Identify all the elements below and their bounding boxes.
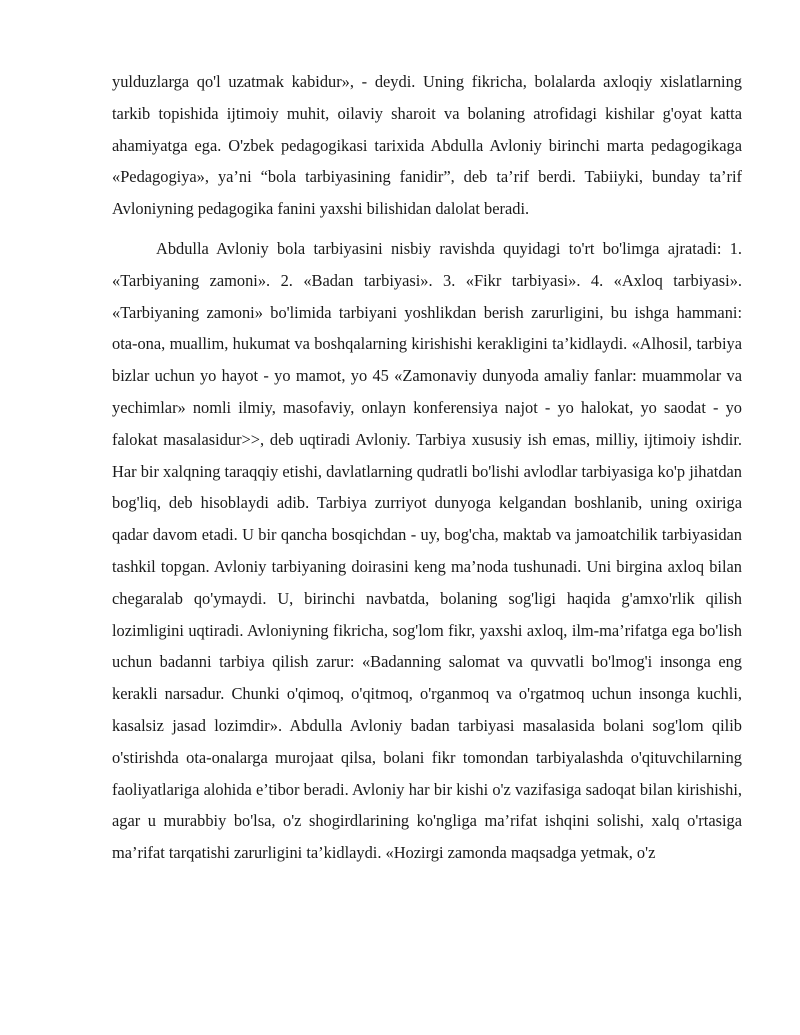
paragraph: yulduzlarga qo'l uzatmak kabidur», - deydi. Uning fikricha, bolalarda axloqiy xislatlarning tarkib topishida ijtimoiy muhit, oilaviy sharoit va bolaning atrofidagi kishilar g'oyat katta ahamiyatga ega. O'zbek pedagogikasi tarixida Abdulla Avloniy birinchi marta pedagogikaga «Pedagogiya», ya’ni “bola tarbiyasining fanidir”, deb ta’rif berdi. Tabiiyki, bunday ta’rif Avloniyning pedagogika fanini yaxshi bilishidan dalolat beradi. — [112, 72, 742, 219]
paragraph: Abdulla Avloniy bola tarbiyasini nisbiy ravishda quyidagi to'rt bo'limga ajratadi: 1. «Tarbiyaning zamoni». 2. «Badan tarbiyasi». 3. «Fikr tarbiyasi». 4. «Axloq tarbiyasi». «Tarbiyaning zamoni» bo'limida tarbiyani yoshlikdan berish zarurligini, bu ishga hammani: ota-ona, muallim, hukumat va boshqalarning kirishishi kerakligini ta’kidlaydi. «Alhosil, tarbiya bizlar uchun yo hayot - yo mamot, yo 45 «Zamonaviy dunyoda amaliy fanlar: muammolar va yechimlar» nomli ilmiy, masofaviy, onlayn konferensiya najot - yo halokat, yo saodat - yo falokat masalasidur>>, deb uqtiradi Avloniy. Tarbiya xususiy ish emas, milliy, ijtimoiy ishdir. Har bir xalqning taraqqiy etishi, davlatlarning qudratli bo'lishi avlodlar tarbiyasiga ko'p jihatdan bog'liq, deb hisoblaydi adib. Tarbiya zurriyot dunyoga kelgandan boshlanib, uning oxiriga qadar davom etadi. U bir qancha bosqichdan - uy, bog'cha, maktab va jamoatchilik tarbiyasidan tashkil topgan. Avloniy tarbiyaning doirasini keng ma’noda tushunadi. Uni birgina axloq bilan chegaralab qo'ymaydi. U, birinchi navbatda, bolaning sog'ligi haqida g'amxo'rlik qilish lozimligini uqtiradi. Avloniyning fikricha, sog'lom fikr, yaxshi axloq, ilm-ma’rifatga ega bo'lish uchun badanni tarbiya qilish zarur: «Badanning salomat va quvvatli bo'lmog'i insonga eng kerakli narsadur. Chunki o'qimoq, o'qitmoq, o'rganmoq va o'rgatmoq uchun insonga kuchli, kasalsiz jasad lozimdir». Abdulla Avloniy badan tarbiyasi masalasida bolani sog'lom qilib o'stirishda ota-onalarga murojaat qilsa, bolani fikr tomondan tarbiyalashda o'qituvchilarning faoliyatlariga alohida e’tibor beradi. Avloniy har bir kishi o'z vazifasiga sadoqat bilan kirishishi, agar u murabbiy bo'lsa, o'z shogirdlarining ko'ngliga ma’rifat ishqini solishi, xalq o'rtasiga ma’rifat tarqatishi zarurligini ta’kidlaydi. «Hozirgi zamonda maqsadga yetmak, o'z — [112, 238, 742, 863]
document-page — [112, 66, 742, 869]
